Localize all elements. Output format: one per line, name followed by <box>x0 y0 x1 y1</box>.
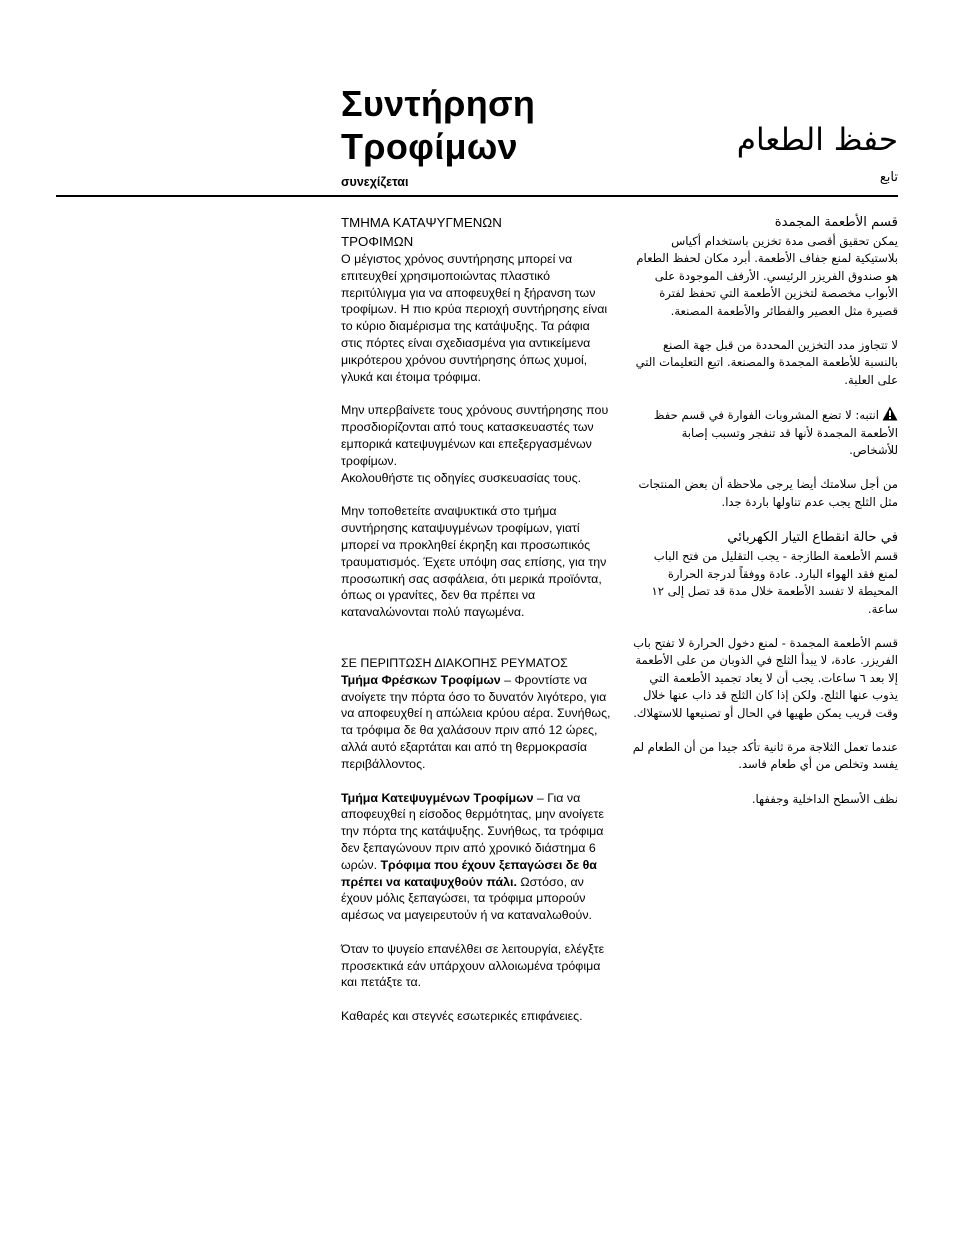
greek-paragraph-frozen <box>341 790 613 924</box>
greek-fresh-text: – Φροντίστε να ανοίγετε την πόρτα όσο το δυνατόν λιγότερο, για να αποφευχθεί η απώλεια κρύου αέρα. Συνήθως, τα τρόφιμα δε θα χαλάσουν πριν από 12 ώρες, αλλά αυτό εξαρτάται και από τη θερμοκρασία περιβάλλοντος. <box>341 672 611 771</box>
arabic-frozen-heading: قسم الأطعمة المجمدة <box>774 215 898 230</box>
greek-frozen-heading-1: ΤΜΗΜΑ ΚΑΤΑΨΥΓΜΕΝΩΝ <box>341 215 502 230</box>
greek-paragraph-restart: Όταν το ψυγείο επανέλθει σε λειτουργία, ελέγξτε προσεκτικά εάν υπάρχουν αλλοιωμένα τρόφιμα και πετάξτε τα. <box>341 941 605 990</box>
greek-paragraph-warning: Μην τοποθετείτε αναψυκτικά στο τμήμα συντήρησης καταψυγμένων τροφίμων, γιατί μπορεί να προκληθεί έκρηξη και προσωπικός τραυματισμός. Έχετε υπόψη σας επίσης, για την προσωπική σας ασφάλεια, ότι μερικά προϊόντα, όπως οι γρανίτες, δεν θα πρέπει να καταναλώνονται πολύ παγωμένα. <box>341 504 607 620</box>
arabic-paragraph-ice: من أجل سلامتك أيضا يرجى ملاحظة أن بعض المنتجات مثل الثلج يجب عدم تناولها باردة جدا. <box>638 477 898 509</box>
header-divider <box>56 195 898 197</box>
greek-paragraph-fresh <box>341 672 613 773</box>
greek-page-title <box>341 82 661 168</box>
greek-frozen-heading-2: ΤΡΟΦΙΜΩΝ <box>341 234 414 249</box>
greek-paragraph-storage: Ο μέγιστος χρόνος συντήρησης μπορεί να επιτευχθεί χρησιμοποιώντας πλαστικό περιτύλιγμα για να αποφευχθεί η ξήρανση των τροφίμων. Η πιο κρύα περιοχή συντήρησης είναι το κύριο διαμέρισμα της κατάψυξης. Τα ράφια στις πόρτες είναι σχεδιασμένα για αντικείμενα μικρότερου χρόνου συντήρησης όπως χυμοί, γλυκά και έτοιμα τρόφιμα. <box>341 252 608 384</box>
arabic-paragraph-limits: لا تتجاوز مدد التخزين المحددة من قبل جهة الصنع بالنسبة للأطعمة المجمدة والمصنعة. اتبع التعليمات التي على العلبة. <box>635 338 898 387</box>
greek-frozen-bold: Τρόφιμα που έχουν ξεπαγώσει δε θα πρέπει να καταψυχθούν πάλι. <box>341 857 597 889</box>
arabic-paragraph-fresh: قسم الأطعمة الطازجة - يجب التقليل من فتح الباب لمنع فقد الهواء البارد. عادة ووفقاً لدرجة الحرارة المحيطة لا تفسد الأطعمة خلال مدة قد تصل إلى ١٢ ساعة. <box>651 549 898 616</box>
greek-title-line-2: Τροφίμων <box>341 126 518 167</box>
arabic-continued-label: تابع <box>879 170 898 185</box>
greek-frozen-text-2: Ωστόσο, αν έχουν μόλις ξεπαγώσει, τα τρόφιμα μπορούν αμέσως να μαγειρευτούν ή να καταναλωθούν. <box>341 874 592 923</box>
arabic-paragraph-storage: يمكن تحقيق أقصى مدة تخزين باستخدام أكياس بلاستيكية لمنع جفاف الأطعمة. أبرد مكان لحفظ الطعام هو صندوق الفريزر الرئيسي. الأرفف الموجودة على الأبواب مخصصة لتخزين الأطعمة التي تحفظ لفترة قصيرة مثل العصير والفطائر والأطعمة المصنعة. <box>636 234 898 318</box>
warning-triangle-icon <box>882 406 898 421</box>
greek-paragraph-clean: Καθαρές και στεγνές εσωτερικές επιφάνειες. <box>341 1009 583 1024</box>
greek-column <box>341 213 613 1025</box>
greek-continued-label: συνεχίζεται <box>341 175 409 189</box>
greek-paragraph-instructions: Ακολουθήστε τις οδηγίες συσκευασίας τους. <box>341 470 582 485</box>
greek-frozen-text: – Για να αποφευχθεί η είσοδος θερμότητας, μην ανοίγετε την πόρτα της κατάψυξης. Συνήθως, τα τρόφιμα δεν ξεπαγώνουν πριν από χρονικό διάστημα 6 ωρών. <box>341 790 604 872</box>
greek-frozen-label: Τμήμα Κατεψυγμένων Τροφίμων <box>341 790 534 805</box>
arabic-paragraph-restart: عندما تعمل الثلاجة مرة ثانية تأكد جيدا من أن الطعام لم يفسد وتخلص من أي طعام فاسد. <box>632 739 898 772</box>
arabic-page-title: حفظ الطعام <box>736 122 898 158</box>
arabic-paragraph-frozen: قسم الأطعمة المجمدة - لمنع دخول الحرارة لا تفتح باب الفريزر. عادة، لا يبدأ الثلج في الذوبان من على الأطعمة إلا بعد ٦ ساعات. يجب أن لا يعاد تجميد الأطعمة التي يذوب عنها الثلج. ولكن إذا كان الثلج قد ذاب عنها خلال وقت قريب يمكن طهيها في الحال أو تصنيعها للاستهلاك. <box>633 635 898 720</box>
arabic-column <box>632 213 898 808</box>
arabic-warning-text: انتبه: لا تضع المشروبات الفوارة في قسم حفظ الأطعمة المجمدة لأنها قد تنفجر وتسبب إصابة للأشخاص. <box>653 408 898 458</box>
greek-paragraph-limits: Μην υπερβαίνετε τους χρόνους συντήρησης που προσδιορίζονται από τους κατασκευαστές των εμπορικά κατεψυγμένων και επεξεργασμένων τροφίμων. <box>341 403 609 468</box>
arabic-power-heading: في حالة انقطاع التيار الكهربائي <box>727 530 898 546</box>
greek-title-line-1: Συντήρηση <box>341 83 536 124</box>
arabic-paragraph-clean: نظف الأسطح الداخلية وجففها. <box>751 791 898 806</box>
greek-power-heading: ΣΕ ΠΕΡΙΠΤΩΣΗ ΔΙΑΚΟΠΗΣ ΡΕΥΜΑΤΟΣ <box>341 655 568 670</box>
arabic-paragraph-warning <box>632 406 898 459</box>
greek-fresh-label: Τμήμα Φρέσκων Τροφίμων <box>341 672 501 687</box>
